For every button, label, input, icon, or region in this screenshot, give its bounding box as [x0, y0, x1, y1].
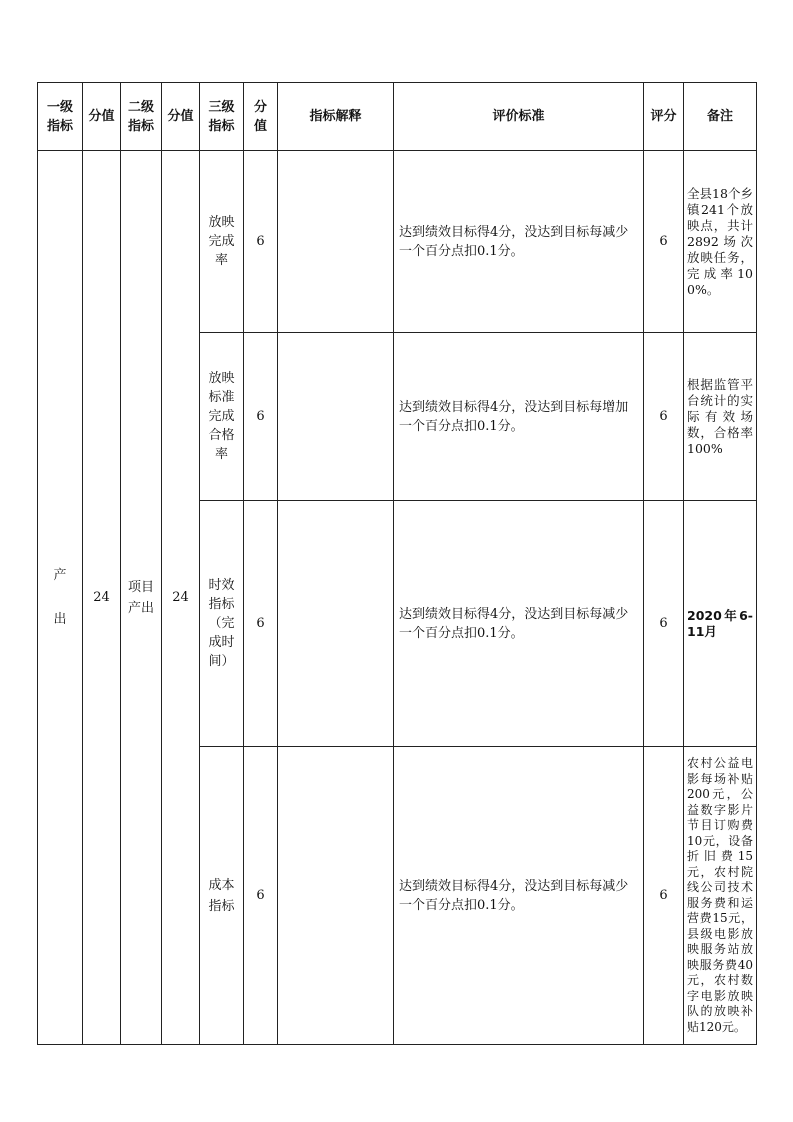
header-score3: 分值 — [244, 83, 278, 151]
header-criteria: 评价标准 — [394, 83, 644, 151]
performance-table — [37, 82, 757, 1045]
row-remarks: 全县18个乡镇241个放映点，共计2892场次放映任务，完成率100%。 — [684, 151, 757, 333]
row-score: 6 — [244, 501, 278, 747]
row-rating: 6 — [644, 747, 684, 1045]
row-rating: 6 — [644, 501, 684, 747]
row-explanation — [278, 747, 394, 1045]
table-row — [38, 151, 757, 333]
header-remarks: 备注 — [684, 83, 757, 151]
row-criteria: 达到绩效目标得4分，没达到目标每减少一个百分点扣0.1分。 — [394, 501, 644, 747]
row-score: 6 — [244, 747, 278, 1045]
row-level3: 成本指标 — [200, 747, 244, 1045]
header-level2: 二级指标 — [121, 83, 162, 151]
header-row — [38, 83, 757, 151]
header-level3: 三级指标 — [200, 83, 244, 151]
row-remarks: 2020年6-11月 — [684, 501, 757, 747]
header-explanation: 指标解释 — [278, 83, 394, 151]
row-rating: 6 — [644, 151, 684, 333]
row-level3: 放映标准完成合格率 — [200, 333, 244, 501]
row-score: 6 — [244, 333, 278, 501]
row-criteria: 达到绩效目标得4分，没达到目标每减少一个百分点扣0.1分。 — [394, 151, 644, 333]
row-explanation — [278, 501, 394, 747]
row-criteria: 达到绩效目标得4分，没达到目标每增加一个百分点扣0.1分。 — [394, 333, 644, 501]
header-rating: 评分 — [644, 83, 684, 151]
header-score1: 分值 — [83, 83, 121, 151]
group-score1: 24 — [83, 151, 121, 1045]
header-level1: 一级指标 — [38, 83, 83, 151]
row-remarks: 根据监管平台统计的实际有效场数，合格率100% — [684, 333, 757, 501]
row-level3: 时效指标（完成时间） — [200, 501, 244, 747]
row-explanation — [278, 333, 394, 501]
group-level2: 项目产出 — [121, 151, 162, 1045]
row-criteria: 达到绩效目标得4分，没达到目标每减少一个百分点扣0.1分。 — [394, 747, 644, 1045]
row-score: 6 — [244, 151, 278, 333]
group-level1: 产出 — [38, 151, 83, 1045]
group-score2: 24 — [162, 151, 200, 1045]
row-explanation — [278, 151, 394, 333]
header-score2: 分值 — [162, 83, 200, 151]
row-rating: 6 — [644, 333, 684, 501]
row-level3: 放映完成率 — [200, 151, 244, 333]
row-remarks: 农村公益电影每场补贴200元，公益数字影片节目订购费10元，设备折旧费15元，农村院线公司技术服务费和运营费15元，县级电影放映服务站放映服务费40元，农村数字电影放映队的放映补贴120元。 — [684, 747, 757, 1045]
